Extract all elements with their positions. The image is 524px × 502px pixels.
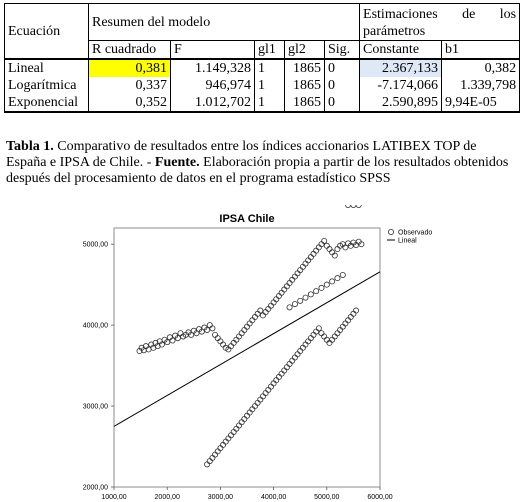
r2-value: 0,381 [89,59,171,77]
legend-label-observado: Observado [398,229,433,237]
equation-name: Exponencial [5,94,89,112]
equation-name: Logarítmica [5,77,89,94]
sig-value: 0 [325,77,360,94]
f-value: 946,974 [171,77,255,94]
column-header-gl1: gl1 [255,41,285,60]
constante-value: 2.367,133 [360,59,442,77]
caption-text-b: Elaboración propia a partir de los resultados obtenidos después del procesamiento de datos en el programa estadístico SPSS [6,155,509,186]
model-summary-table [4,3,520,113]
plot-area [114,228,380,487]
x-tick-label: 2000,00 [154,494,180,501]
legend-marker-observado [388,229,393,234]
gl1-value: 1 [255,77,285,94]
x-tick-label: 5000,00 [314,494,340,501]
y-tick-label: 2000,00 [82,484,108,492]
table-row [5,94,520,112]
x-tick-label: 3000,00 [207,494,234,501]
column-header-gl2: gl2 [285,41,325,60]
b1-value: 9,94E-05 [442,94,520,112]
model-summary-header: Resumen del modelo [89,4,360,41]
scatter-chart [0,205,524,502]
table-caption [6,139,518,187]
gl2-value: 1865 [285,94,325,112]
parameter-estimates-header-line2: parámetros [363,24,426,39]
equation-header: Ecuación [5,4,89,60]
chart-svg [0,205,524,502]
b1-value: 1.339,798 [442,77,520,94]
f-value: 1.012,702 [171,94,255,112]
sig-value: 0 [325,94,360,112]
data-point [345,205,350,208]
column-header-b1: b1 [442,41,520,60]
data-point [351,205,356,208]
caption-text-a: Comparativo de resultados entre los índices accionarios LATIBEX TOP de España e IPSA de Chile. - [6,139,477,170]
x-tick-label: 4000,00 [260,494,287,501]
f-value: 1.149,328 [171,59,255,77]
constante-value: -7.174,066 [360,77,442,94]
gl2-value: 1865 [285,77,325,94]
gl1-value: 1 [255,59,285,77]
b1-value: 0,382 [442,59,520,77]
sig-value: 0 [325,59,360,77]
caption-source-label: Fuente. [154,155,200,170]
x-tick-label: 1000,00 [101,494,127,501]
parameter-estimates-header-line1: Estimaciones de los [363,7,517,22]
caption-label: Tabla 1. [6,139,54,154]
parameter-estimates-header [360,4,520,41]
gl2-value: 1865 [285,59,325,77]
r2-value: 0,352 [89,94,171,112]
legend-label-lineal: Lineal [398,237,417,245]
column-header-constante: Constante [360,41,442,60]
x-tick-label: 6000,00 [367,494,393,501]
gl1-value: 1 [255,94,285,112]
equation-name: Lineal [5,59,89,77]
column-header-sig: Sig. [325,41,360,60]
y-tick-label: 5000,00 [82,241,108,249]
y-tick-label: 4000,00 [82,322,108,330]
table-row [5,59,520,77]
chart-title: IPSA Chile [219,213,275,225]
data-point [356,205,361,208]
table-row [5,77,520,94]
constante-value: 2.590,895 [360,94,442,112]
y-tick-label: 3000,00 [82,403,108,411]
column-header-f: F [171,41,255,60]
column-header-r2: R cuadrado [89,41,171,60]
r2-value: 0,337 [89,77,171,94]
